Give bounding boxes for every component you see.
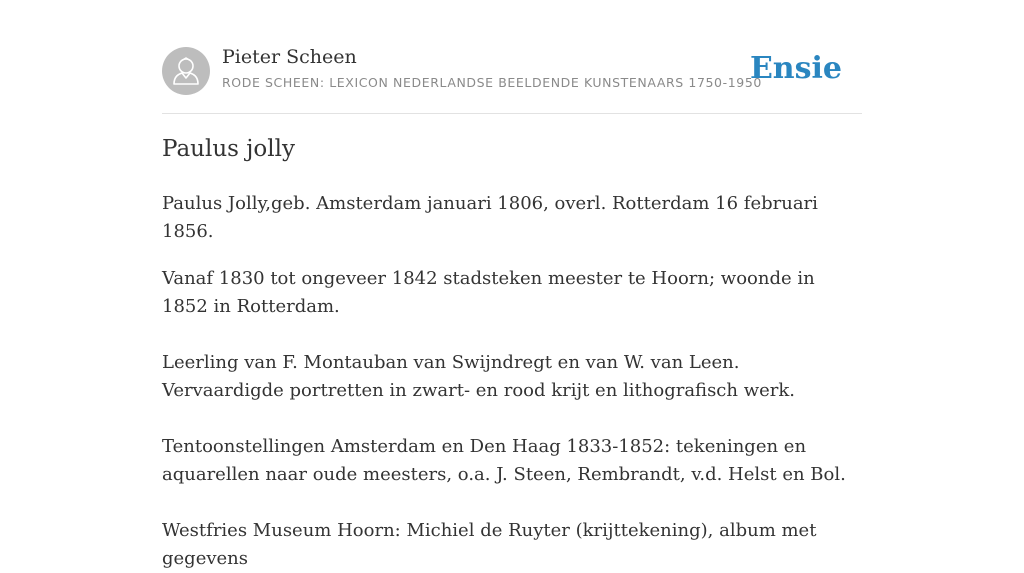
- author-name[interactable]: Pieter Scheen: [222, 46, 357, 68]
- article-body: [162, 190, 862, 573]
- paragraph-birth-death: Paulus Jolly,geb. Amsterdam januari 1806, overl. Rotterdam 16 februari 1856.: [162, 193, 818, 242]
- author-header: [162, 0, 862, 114]
- user-icon: [162, 47, 210, 95]
- page-title: Paulus jolly: [162, 136, 295, 162]
- paragraph-collections: Westfries Museum Hoorn: Michiel de Ruyter (krijttekening), album met gegevens: [162, 520, 817, 569]
- ensie-logo-link[interactable]: Ensie: [749, 51, 842, 86]
- paragraph-career: Vanaf 1830 tot ongeveer 1842 stadsteken meester te Hoorn; woonde in 1852 in Rotterdam.: [162, 268, 815, 317]
- avatar: [162, 47, 210, 95]
- paragraph-exhibitions: Tentoonstellingen Amsterdam en Den Haag 1833-1852: tekeningen en aquarellen naar oude meesters, o.a. J. Steen, Rembrandt, v.d. Helst en Bol.: [162, 436, 846, 485]
- source-title[interactable]: RODE SCHEEN: LEXICON NEDERLANDSE BEELDENDE KUNSTENAARS 1750-1950: [222, 75, 762, 90]
- article-page: [162, 0, 862, 569]
- paragraph-training: Leerling van F. Montauban van Swijndregt en van W. van Leen. Vervaardigde portretten in zwart- en rood krijt en lithografisch werk.: [162, 352, 795, 401]
